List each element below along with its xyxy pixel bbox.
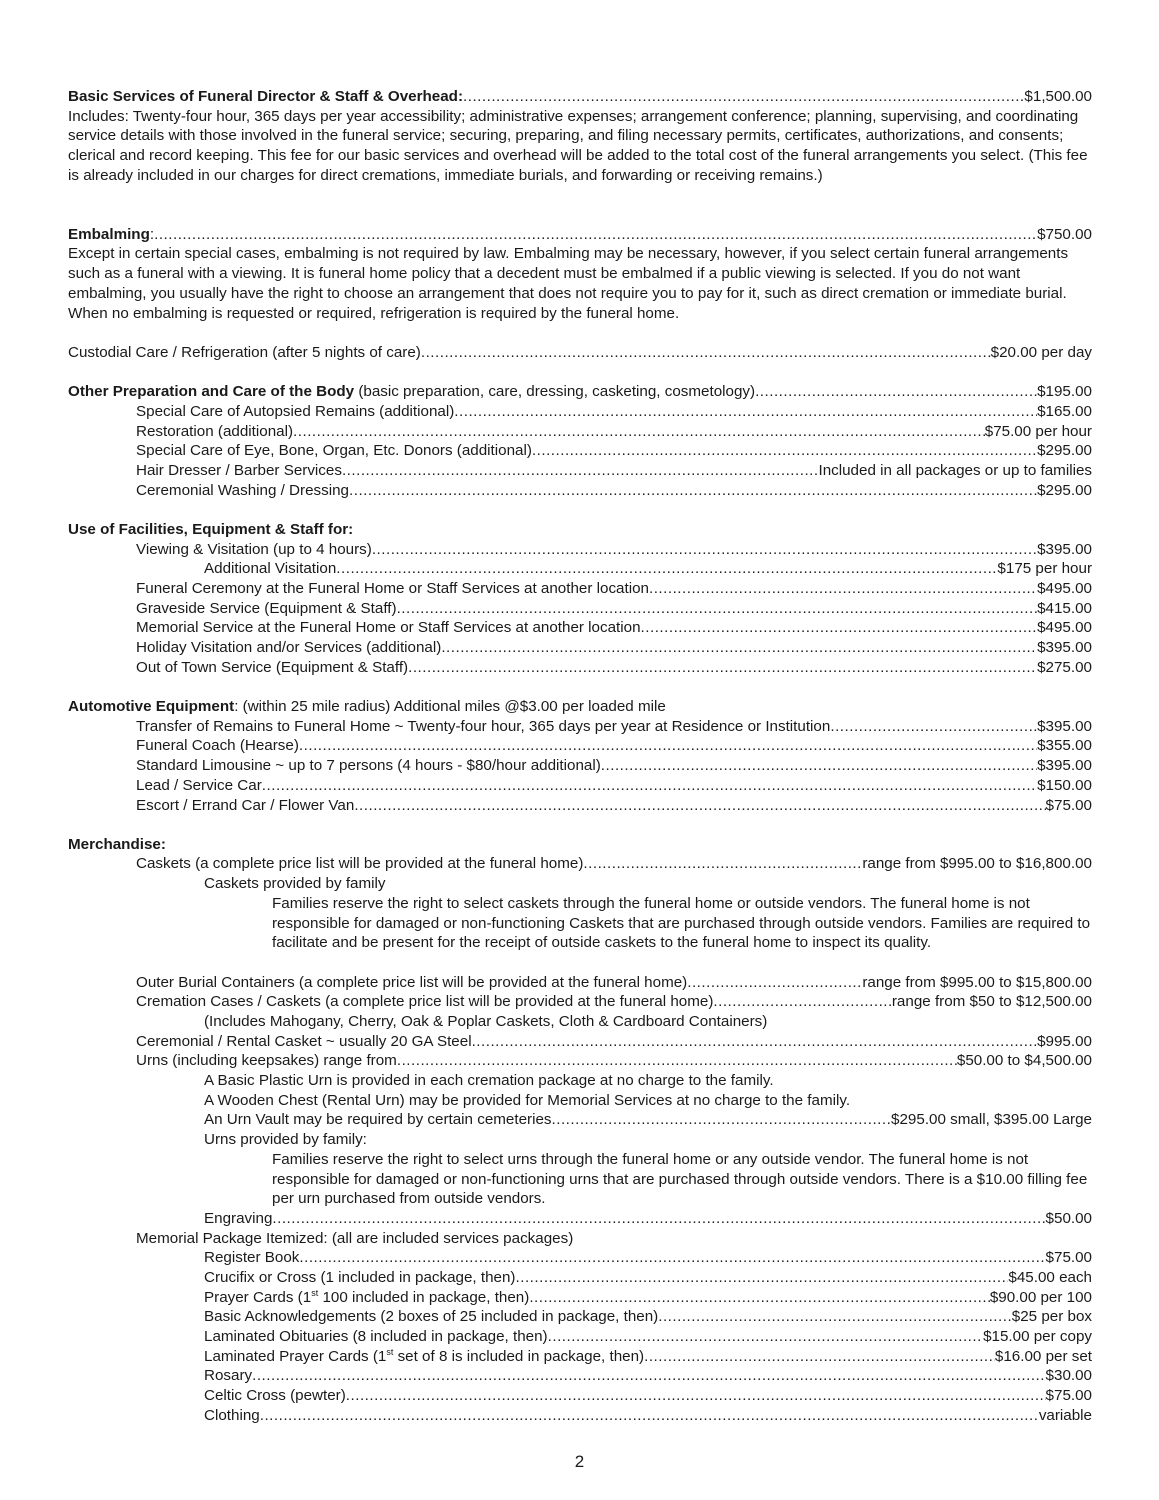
- price-item: [68, 638, 1092, 658]
- item-label: Engraving: [204, 1209, 273, 1227]
- item-label: Transfer of Remains to Funeral Home ~ Twenty-four hour, 365 days per year at Residence or Institution: [136, 717, 831, 735]
- price-item: [68, 854, 1092, 874]
- price-item: [68, 658, 1092, 678]
- price-item: [68, 717, 1092, 737]
- price-item: [68, 422, 1092, 442]
- item-price: $90.00 per 100: [989, 1288, 1092, 1306]
- embalming-line: [68, 225, 1092, 245]
- item-label: Laminated Prayer Cards (1st set of 8 is included in package, then): [204, 1346, 645, 1365]
- item-label: Ceremonial / Rental Casket ~ usually 20 GA Steel: [136, 1032, 472, 1050]
- item-price: range from $995.00 to $15,800.00: [862, 973, 1092, 991]
- preparation-title: Other Preparation and Care of the Body: [68, 383, 355, 401]
- item-label: Urns (including keepsakes) range from: [136, 1052, 397, 1070]
- item-label: Celtic Cross (pewter): [204, 1387, 346, 1405]
- embalming-description: Except in certain special cases, embalming is not required by law. Embalming may be necessary, however, if you select certain funeral arrangements such as a funeral with a viewing. It is funeral home policy that a decedent must be embalmed if a public viewing is selected. If you do not want embalming, you usually have the right to choose an arrangement that does not require you to pay for it, such as direct cremation or immediate burial. When no embalming is requested or required, refrigeration is required by the funeral home.: [68, 245, 1069, 322]
- item-price: $50.00: [1045, 1209, 1092, 1227]
- item-label: Memorial Service at the Funeral Home or Staff Services at another location: [136, 619, 641, 637]
- price-item: [68, 481, 1092, 501]
- item-price: $30.00: [1045, 1367, 1092, 1385]
- price-item: [68, 402, 1092, 422]
- leader-dots: [421, 343, 991, 363]
- item-price: $495.00: [1037, 619, 1092, 637]
- item-label: Special Care of Eye, Bone, Organ, Etc. Donors (additional): [136, 442, 532, 460]
- urns-family-label: Urns provided by family:: [204, 1131, 367, 1149]
- price-item: [68, 579, 1092, 599]
- leader-dots: [755, 382, 1037, 402]
- merchandise-heading: [68, 835, 1092, 855]
- item-price: $415.00: [1037, 599, 1092, 617]
- price-item: [68, 1347, 1092, 1367]
- leader-dots: [154, 225, 1037, 245]
- page-number: 2: [574, 1452, 585, 1471]
- item-label: Rosary: [204, 1367, 253, 1385]
- item-label: An Urn Vault may be required by certain cemeteries: [204, 1111, 552, 1129]
- caskets-family-label: Caskets provided by family: [204, 875, 386, 893]
- item-label: Laminated Obituaries (8 included in package, then): [204, 1328, 548, 1346]
- item-label: Holiday Visitation and/or Services (additional): [136, 639, 442, 657]
- price-item: [68, 973, 1092, 993]
- urn-wooden-note: A Wooden Chest (Rental Urn) may be provided for Memorial Services at no charge to the family.: [204, 1091, 851, 1109]
- item-price: $355.00: [1037, 737, 1092, 755]
- price-item: [68, 756, 1092, 776]
- item-price: $395.00: [1037, 717, 1092, 735]
- item-price: $295.00 small, $395.00 Large: [891, 1111, 1092, 1129]
- price-item: [68, 776, 1092, 796]
- item-price: variable: [1038, 1406, 1092, 1424]
- embalming-colon: :: [149, 225, 155, 243]
- item-label: Funeral Coach (Hearse): [136, 737, 299, 755]
- price-item: [68, 1209, 1092, 1229]
- item-price: Included in all packages or up to families: [818, 462, 1092, 479]
- item-label: Graveside Service (Equipment & Staff): [136, 599, 397, 617]
- custodial-care-price: $20.00 per day: [990, 343, 1092, 361]
- item-price: $395.00: [1037, 639, 1092, 657]
- price-item: [68, 540, 1092, 560]
- price-item: [68, 1032, 1092, 1052]
- custodial-care-line: [68, 343, 1092, 363]
- item-price: $45.00 each: [1008, 1268, 1092, 1286]
- item-price: $75.00: [1045, 796, 1092, 814]
- item-label: Caskets (a complete price list will be provided at the funeral home): [136, 855, 584, 873]
- item-price: $275.00: [1037, 658, 1092, 676]
- price-item: [68, 992, 1092, 1012]
- item-price: $995.00: [1037, 1032, 1092, 1050]
- item-label: Prayer Cards (1st 100 included in package, then): [204, 1287, 530, 1306]
- basic-services-line: [68, 87, 1092, 107]
- item-price: $25 per box: [1011, 1308, 1092, 1326]
- item-label: Out of Town Service (Equipment & Staff): [136, 658, 409, 676]
- price-list-document: [68, 87, 1092, 1425]
- item-price: $75.00 per hour: [984, 422, 1092, 440]
- item-price: $165.00: [1037, 402, 1092, 420]
- automotive-title: Automotive Equipment: [68, 698, 235, 716]
- item-label: Clothing: [204, 1406, 260, 1424]
- item-label: Viewing & Visitation (up to 4 hours): [136, 540, 372, 558]
- automotive-note: : (within 25 mile radius) Additional miles @$3.00 per loaded mile: [234, 698, 666, 716]
- caskets-family-note: Families reserve the right to select caskets through the funeral home or outside vendors. The funeral home is not responsible for damaged or non-functioning Caskets that are purchased through outside vendors. Families are required to facilitate and be present for the receipt of outside caskets to the funeral home to inspect its quality.: [272, 894, 1091, 952]
- urn-basic-note: A Basic Plastic Urn is provided in each cremation package at no charge to the family.: [204, 1072, 774, 1090]
- merchandise-title: Merchandise:: [68, 835, 166, 853]
- price-item: [68, 1288, 1092, 1308]
- price-item: [68, 736, 1092, 756]
- price-item: [68, 599, 1092, 619]
- preparation-line: [68, 382, 1092, 402]
- price-item: [68, 1110, 1092, 1130]
- item-price: $150.00: [1037, 776, 1092, 794]
- price-item: [68, 461, 1092, 481]
- custodial-care-label: Custodial Care / Refrigeration (after 5 nights of care): [68, 343, 421, 361]
- item-label: Funeral Ceremony at the Funeral Home or Staff Services at another location: [136, 580, 649, 598]
- embalming-title: Embalming: [68, 225, 150, 243]
- item-price: $15.00 per copy: [983, 1328, 1092, 1346]
- price-item: [68, 1307, 1092, 1327]
- item-label: Basic Acknowledgements (2 boxes of 25 included in package, then): [204, 1308, 659, 1326]
- price-item: [68, 441, 1092, 461]
- item-label: Hair Dresser / Barber Services: [136, 462, 342, 479]
- price-item: [68, 1248, 1092, 1268]
- item-price: $395.00: [1037, 540, 1092, 558]
- price-item: [68, 1366, 1092, 1386]
- item-label: Lead / Service Car: [136, 776, 262, 794]
- item-price: $175 per hour: [997, 560, 1092, 578]
- memorial-package-heading: Memorial Package Itemized: (all are included services packages): [136, 1229, 574, 1247]
- item-price: $16.00 per set: [994, 1347, 1092, 1365]
- item-label: Outer Burial Containers (a complete price list will be provided at the funeral home): [136, 973, 688, 991]
- price-item: [68, 1406, 1092, 1426]
- leader-dots: [463, 87, 1024, 107]
- basic-services-title: Basic Services of Funeral Director & Staff & Overhead:: [68, 88, 464, 105]
- item-price: $295.00: [1037, 481, 1092, 499]
- item-price: $75.00: [1045, 1249, 1092, 1267]
- price-item: [68, 1051, 1092, 1071]
- item-label: Standard Limousine ~ up to 7 persons (4 hours - $80/hour additional): [136, 757, 601, 775]
- item-label: Cremation Cases / Caskets (a complete price list will be provided at the funeral home): [136, 993, 714, 1011]
- facilities-heading: [68, 520, 1092, 540]
- preparation-subtitle: (basic preparation, care, dressing, casketing, cosmetology): [354, 383, 756, 401]
- cremation-note: (Includes Mahogany, Cherry, Oak & Poplar Caskets, Cloth & Cardboard Containers): [204, 1013, 768, 1031]
- embalming-price: $750.00: [1037, 225, 1092, 243]
- item-label: Register Book: [204, 1249, 300, 1267]
- item-label: Restoration (additional): [136, 422, 294, 440]
- item-price: range from $995.00 to $16,800.00: [862, 855, 1092, 873]
- preparation-price: $195.00: [1037, 383, 1092, 401]
- item-label: Escort / Errand Car / Flower Van: [136, 796, 355, 814]
- price-item: [68, 796, 1092, 816]
- item-label: Special Care of Autopsied Remains (additional): [136, 402, 455, 420]
- urns-family-note: Families reserve the right to select urns through the funeral home or any outside vendor. The funeral home is not responsible for damaged or non-functioning urns that are purchased through outside vendors. There is a $10.00 filling fee per urn purchased from outside vendors.: [272, 1150, 1088, 1208]
- automotive-heading: [68, 697, 1092, 717]
- price-item: [68, 1268, 1092, 1288]
- item-price: $295.00: [1037, 442, 1092, 460]
- price-item: [68, 1386, 1092, 1406]
- item-label: Ceremonial Washing / Dressing: [136, 481, 349, 499]
- basic-services-price: $1,500.00: [1024, 88, 1092, 105]
- item-label: Additional Visitation: [204, 560, 337, 578]
- price-item: [68, 1327, 1092, 1347]
- item-price: $50.00 to $4,500.00: [956, 1052, 1092, 1070]
- facilities-title: Use of Facilities, Equipment & Staff for:: [68, 520, 354, 538]
- item-price: $395.00: [1037, 757, 1092, 775]
- item-price: range from $50 to $12,500.00: [891, 993, 1092, 1011]
- item-label: Crucifix or Cross (1 included in package, then): [204, 1268, 516, 1286]
- price-item: [68, 559, 1092, 579]
- item-price: $75.00: [1045, 1387, 1092, 1405]
- price-item: [68, 618, 1092, 638]
- item-price: $495.00: [1037, 580, 1092, 598]
- basic-services-description: Includes: Twenty-four hour, 365 days per year accessibility; administrative expenses; arrangement conference; planning, supervising, and coordinating service details with those involved in the funeral service; securing, preparing, and filing necessary permits, certificates, authorizations, and consents; clerical and record keeping. This fee for our basic services and overhead will be added to the total cost of the funeral arrangements you select. (This fee is already included in our charges for direct cremations, immediate burials, and forwarding or receiving remains.): [68, 107, 1088, 184]
